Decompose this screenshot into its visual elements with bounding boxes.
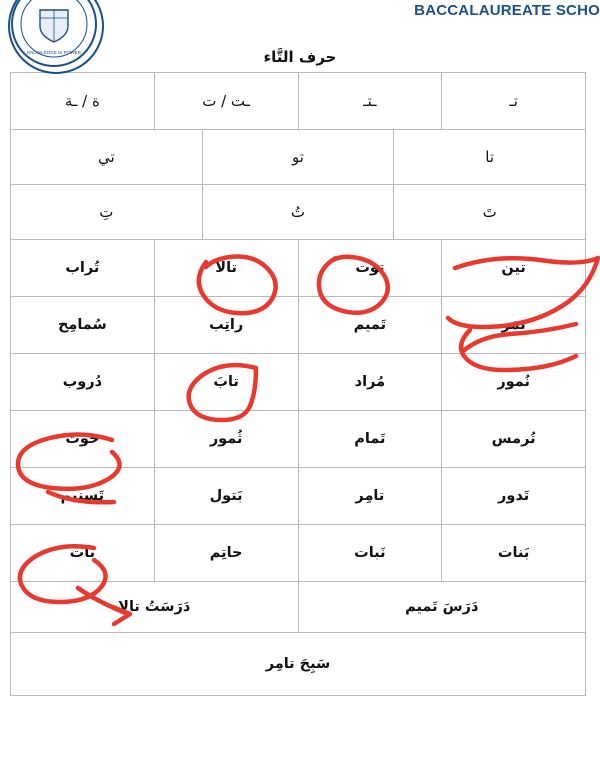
syllable-cell: تَ [393, 185, 585, 239]
letter-form-cell: ة / ـة [64, 92, 100, 110]
syllable-cell: تي [97, 148, 115, 166]
letter-form-cell: تـ [441, 73, 585, 129]
word-cell: تُرمس [441, 411, 585, 467]
word-cell: تَسنيم [60, 488, 105, 504]
sentence-cell: سَبِحَ تامِر [265, 656, 331, 672]
table-row [11, 468, 585, 525]
sentence-cell: دَرَسَتُ تالا [118, 599, 191, 615]
word-cell: تُراب [65, 260, 100, 276]
word-cell: حاتِم [154, 525, 298, 581]
table-row [11, 354, 585, 411]
word-cell: بَتول [154, 468, 298, 524]
word-cell: راتِب [154, 297, 298, 353]
word-cell: بَنات [441, 525, 585, 581]
word-cell: تابَ [154, 354, 298, 410]
table-row-last-sentence [11, 633, 585, 695]
table-row [11, 297, 585, 354]
table-row [11, 240, 585, 297]
table-row-letter-forms [11, 73, 585, 130]
word-cell: نَبات [298, 525, 442, 581]
syllable-cell: تا [393, 130, 585, 184]
word-cell: تَميم [298, 297, 442, 353]
word-cell: مُراد [298, 354, 442, 410]
worksheet-table [10, 72, 586, 696]
word-cell: تالا [154, 240, 298, 296]
table-row [11, 525, 585, 582]
table-row-syllables-short [11, 185, 585, 240]
page-header [0, 0, 600, 55]
word-cell: توت [298, 240, 442, 296]
sentence-cell: دَرَسَ تَميم [298, 582, 586, 632]
word-cell: سُمامِح [57, 317, 107, 333]
worksheet-title: حرف التَّاء [263, 48, 337, 66]
letter-form-cell: ـت / ت [154, 73, 298, 129]
table-row-syllables-long [11, 130, 585, 185]
word-cell: حوت [65, 431, 100, 447]
word-cell: تامِر [298, 468, 442, 524]
word-cell: تَدور [441, 468, 585, 524]
word-cell: تين [441, 240, 585, 296]
table-row-sentences [11, 582, 585, 633]
syllable-cell: تو [202, 130, 394, 184]
svg-text:KNOWLEDGE IS POWER: KNOWLEDGE IS POWER [26, 50, 82, 55]
school-name: BACCALAUREATE SCHO [414, 2, 600, 19]
table-row [11, 411, 585, 468]
word-cell: دُروب [62, 374, 103, 390]
word-cell: تَمَر [441, 297, 585, 353]
letter-form-cell: ـتـ [298, 73, 442, 129]
syllable-cell: تِ [99, 203, 114, 221]
word-cell: تَمام [298, 411, 442, 467]
word-cell: نُمور [441, 354, 585, 410]
word-cell: ثُمور [154, 411, 298, 467]
word-cell: بات [69, 545, 96, 561]
syllable-cell: تُ [202, 185, 394, 239]
